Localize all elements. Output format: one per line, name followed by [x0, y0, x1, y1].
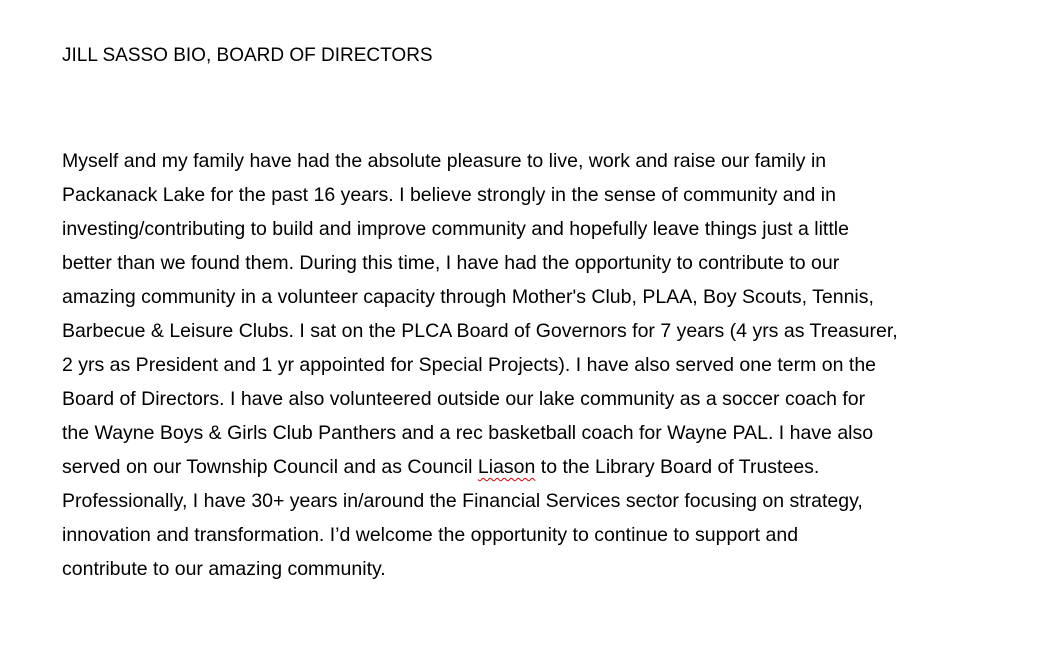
body-line-13: contribute to our amazing community.: [62, 558, 386, 580]
body-line-9: the Wayne Boys & Girls Club Panthers and a rec basketball coach for Wayne PAL. I have also: [62, 422, 874, 444]
body-line-11: Professionally, I have 30+ years in/around the Financial Services sector focusing on strategy,: [62, 490, 863, 512]
body-line-10-after: to the Library Board of Trustees.: [535, 456, 820, 478]
body-line-1: Myself and my family have had the absolute pleasure to live, work and raise our family in: [62, 150, 827, 172]
body-line-8: Board of Directors. I have also volunteered outside our lake community as a soccer coach for: [62, 388, 866, 410]
misspelled-word[interactable]: Liason: [477, 456, 536, 478]
body-line-6: Barbecue & Leisure Clubs. I sat on the PLCA Board of Governors for 7 years (4 yrs as Treasurer,: [62, 320, 898, 342]
body-line-4: better than we found them. During this time, I have had the opportunity to contribute to our: [62, 252, 840, 274]
body-line-3: investing/contributing to build and improve community and hopefully leave things just a little: [62, 218, 849, 240]
body-line-12: innovation and transformation. I’d welcome the opportunity to continue to support and: [62, 524, 799, 546]
body-line-2: Packanack Lake for the past 16 years. I believe strongly in the sense of community and in: [62, 184, 836, 206]
body-line-10-before: served on our Township Council and as Council: [62, 456, 478, 478]
document-title: JILL SASSO BIO, BOARD OF DIRECTORS: [62, 45, 433, 66]
body-line-5: amazing community in a volunteer capacity through Mother's Club, PLAA, Boy Scouts, Tennis,: [62, 286, 874, 308]
body-line-10: [62, 450, 1022, 484]
document-body: [62, 144, 1022, 586]
body-line-7: 2 yrs as President and 1 yr appointed for Special Projects). I have also served one term on the: [62, 354, 877, 376]
